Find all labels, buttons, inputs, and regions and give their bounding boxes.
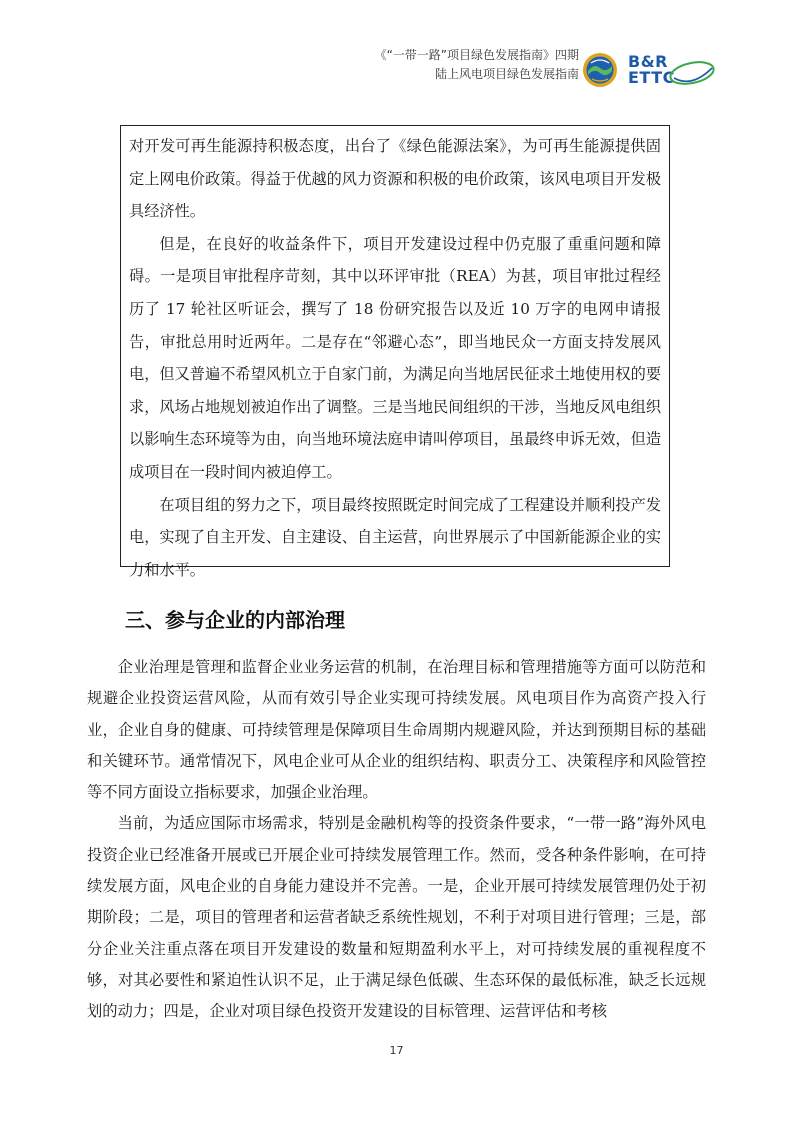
- br-ettc-logo: [628, 54, 716, 94]
- header-title-line1: 《“一带一路”项目绿色发展指南》四期: [374, 48, 579, 62]
- logo-ring-icon: [668, 58, 716, 88]
- box-paragraph: 在项目组的努力之下，项目最终按照既定时间完成了工程建设并顺利投产发电，实现了自主开发、自主建设、自主运营，向世界展示了中国新能源企业的实力和水平。: [129, 495, 661, 579]
- box-paragraph: 但是，在良好的收益条件下，项目开发建设过程中仍克服了重重问题和障碍。一是项目审批程序苛刻，其中以环评审批（REA）为甚，项目审批过程经历了 17 轮社区听证会，撰写了 18 份研究报告以及近 10 万字的电网申请报告，审批总用时近两年。二是存在“邻避心态”，即当地民众一方面支持发展风电，但又普遍不希望风机立于自家门前，为满足向当地居民征求土地使用权的要求，风场占地规划被迫作出了调整。三是当地民间组织的干涉，当地反风电组织以影响生态环境等为由，向当地环境法庭申请叫停项目，虽最终申诉无效，但造成项目在一段时间内被迫停工。: [129, 234, 661, 481]
- box-paragraph: 对开发可再生能源持积极态度，出台了《绿色能源法案》，为可再生能源提供固定上网电价政策。得益于优越的风力资源和积极的电价政策，该风电项目开发极具经济性。: [129, 137, 661, 221]
- logo-text-top: B&R: [628, 52, 668, 71]
- body-paragraph: 企业治理是管理和监督企业业务运营的机制，在治理目标和管理措施等方面可以防范和规避企业投资运营风险，从而有效引导企业实现可持续发展。风电项目作为高资产投入行业，企业自身的健康、可持续管理是保障项目生命周期内规避风险，并达到预期目标的基础和关键环节。通常情况下，风电企业可从企业的组织结构、职责分工、决策程序和风险管控等不同方面设立指标要求，加强企业治理。: [87, 658, 706, 802]
- body-text: [87, 652, 706, 1028]
- case-study-box: [120, 125, 670, 579]
- logo-text-bottom: ETTC: [628, 68, 675, 87]
- running-header: [375, 46, 579, 84]
- section-heading: 三、参与企业的内部治理: [125, 608, 345, 632]
- page-number: 17: [389, 1044, 404, 1057]
- body-paragraph: 当前，为适应国际市场需求，特别是金融机构等的投资条件要求，“一带一路”海外风电投资企业已经准备开展或已开展企业可持续发展管理工作。然而，受各种条件影响，在可持续发展方面，风电企业的自身能力建设并不完善。一是，企业开展可持续发展管理仍处于初期阶段；二是，项目的管理者和运营者缺乏系统性规划，不利于对项目进行管理；三是，部分企业关注重点落在项目开发建设的数量和短期盈利水平上，对可持续发展的重视程度不够，对其必要性和紧迫性认识不足，止于满足绿色低碳、生态环保的最低标准，缺乏长远规划的动力；四是，企业对项目绿色投资开发建设的目标管理、运营评估和考核: [87, 814, 706, 1021]
- belt-and-road-emblem-icon: [582, 52, 618, 88]
- header-title-line2: 陆上风电项目绿色发展指南: [434, 67, 579, 81]
